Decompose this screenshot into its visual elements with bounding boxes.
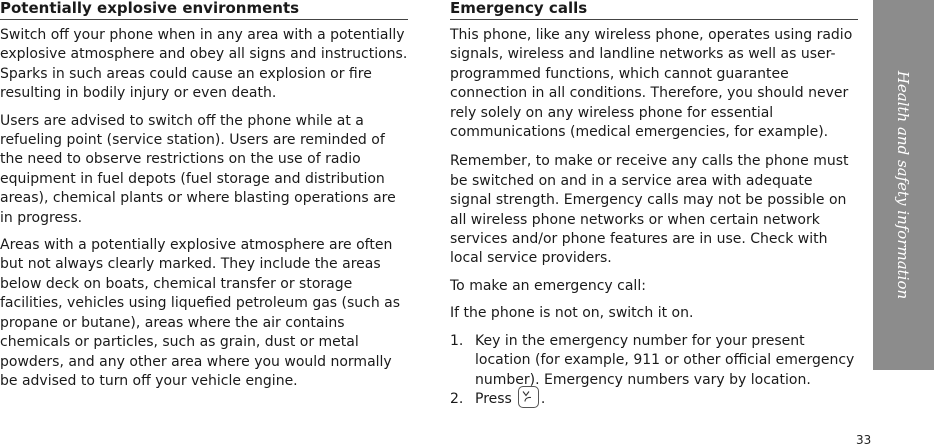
steps-list (450, 332, 858, 410)
paragraph: This phone, like any wireless phone, operates using radio signals, wireless and landline networks as well as user-programmed functions, which cannot guarantee connection in all conditions. Therefore, you should never rely solely on any wireless phone for essential communications (medical emergencies, for example). (450, 27, 853, 141)
send-key-icon (518, 386, 539, 408)
paragraph: Areas with a potentially explosive atmosphere are often but not always clearly marked. They include the areas below deck on boats, chemical transfer or storage facilities, vehicles using liquefied petroleum gas (such as propane or butane), areas where the air contains chemicals or particles, such as grain, dust or metal powders, and any other area where you would normally be advised to turn off your vehicle engine. (0, 237, 401, 389)
step-text: Press (475, 390, 512, 407)
paragraph: Users are advised to switch off the phone while at a refueling point (service station). Users are reminded of the need to observe restrictions on the use of radio equipment in fuel depots (fuel storage and distribution areas), chemical plants or where blasting operations are in progress. (0, 112, 396, 226)
paragraph: If the phone is not on, switch it on. (450, 305, 694, 322)
step-suffix: . (540, 390, 546, 407)
list-item (450, 332, 858, 390)
list-item (450, 390, 858, 409)
paragraph: Remember, to make or receive any calls the phone must be switched on and in a service area with adequate signal strength. Emergency calls may not be possible on all wireless phone networks or when certain network services and/or phone features are in use. Check with local service providers. (450, 153, 849, 267)
side-tab (873, 0, 934, 370)
section-title-explosive: Potentially explosive environments (0, 0, 408, 20)
step-number: 2. (450, 390, 464, 407)
step-number: 1. (450, 332, 464, 349)
section-title-emergency: Emergency calls (450, 0, 858, 20)
step-text: Key in the emergency number for your present location (for example, 911 or other official emergency number). Emergency numbers vary by location. (475, 332, 855, 388)
page-number: 33 (856, 433, 872, 447)
paragraph: Switch off your phone when in any area with a potentially explosive atmosphere and obey all signs and instructions. Sparks in such areas could cause an explosion or fire resulting in bodily injury or even death. (0, 27, 408, 102)
side-tab-label: Health and safety information (894, 70, 912, 300)
paragraph: To make an emergency call: (450, 277, 646, 294)
right-column (450, 0, 858, 409)
left-column (0, 0, 408, 391)
